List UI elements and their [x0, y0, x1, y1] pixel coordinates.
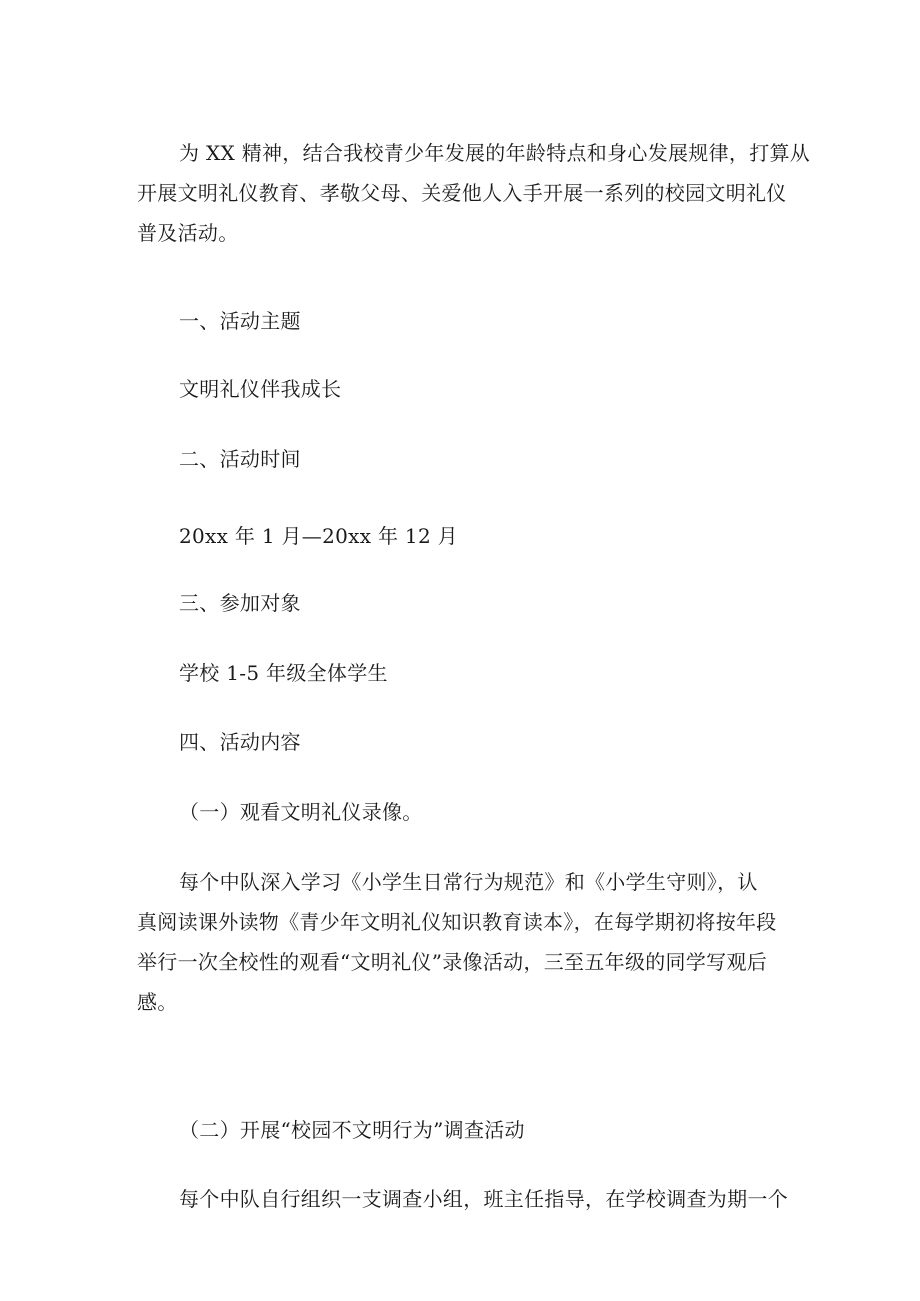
intro-paragraph: [137, 133, 811, 253]
subsection-1-line-1: 每个中队深入学习《小学生日常行为规范》和《小学生守则》，认: [179, 870, 758, 894]
intro-line-3: 普及活动。: [137, 221, 239, 245]
section-1-body: 文明礼仪伴我成长: [179, 377, 342, 401]
section-3-heading: 三、参加对象: [179, 591, 301, 615]
section-3-body: 学校 1-5 年级全体学生: [179, 661, 388, 685]
section-1-heading: 一、活动主题: [179, 309, 301, 333]
section-2-heading: 二、活动时间: [179, 447, 301, 471]
subsection-2-paragraph: [137, 1179, 787, 1219]
subsection-1-line-2: 真阅读课外读物《青少年文明礼仪知识教育读本》，在每学期初将按年段: [137, 910, 777, 934]
subsection-1-heading: （一）观看文明礼仪录像。: [179, 800, 423, 824]
section-2-body: 20xx 年 1 月—20xx 年 12 月: [179, 524, 458, 548]
intro-line-2: 开展文明礼仪教育、孝敬父母、关爱他人入手开展一系列的校园文明礼仪: [137, 181, 787, 205]
subsection-2-heading: （二）开展“校园不文明行为”调查活动: [179, 1118, 525, 1142]
intro-line-1: 为 XX 精神，结合我校青少年发展的年龄特点和身心发展规律，打算从: [179, 141, 811, 165]
subsection-1-line-4: 感。: [137, 990, 178, 1014]
subsection-1-paragraph: [137, 862, 787, 1022]
section-4-heading: 四、活动内容: [179, 730, 301, 754]
subsection-1-line-3: 举行一次全校性的观看“文明礼仪”录像活动，三至五年级的同学写观后: [137, 950, 768, 974]
subsection-2-line-1: 每个中队自行组织一支调查小组，班主任指导，在学校调查为期一个: [179, 1187, 788, 1211]
